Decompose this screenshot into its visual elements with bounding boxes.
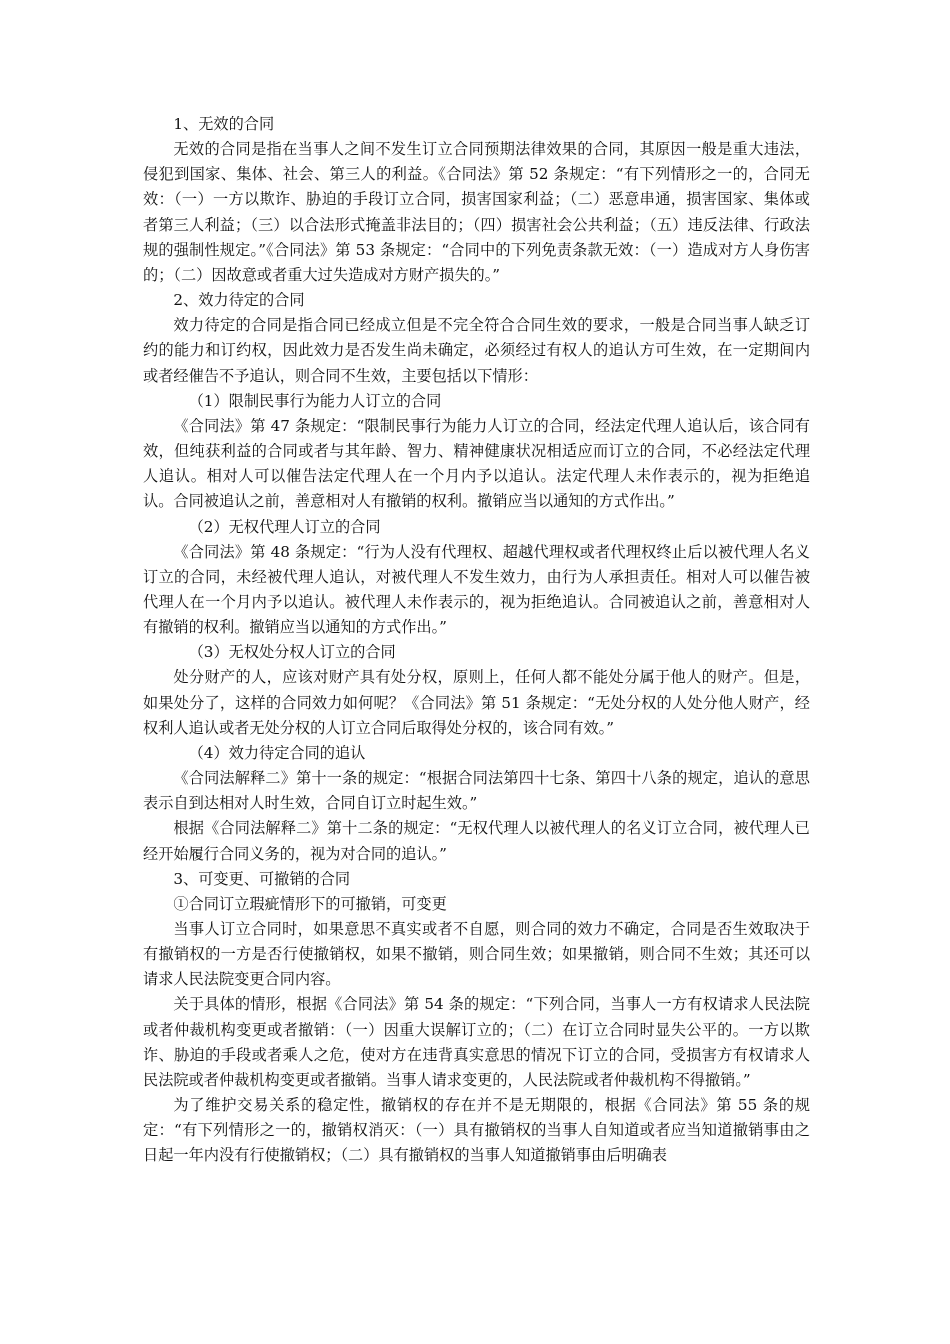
subheading-4: （4）效力待定合同的追认	[188, 743, 366, 762]
section-heading-3: 3、可变更、可撤销的合同	[173, 869, 351, 888]
paragraph-interpretation-11: 《合同法解释二》第十一条的规定：“根据合同法第四十七条、第四十八条的规定，追认的意思表示自到达相对人时生效，合同自订立时起生效。”	[143, 769, 810, 813]
paragraph-revocable-intro: 当事人订立合同时，如果意思不真实或者不自愿，则合同的效力不确定，合同是否生效取决于有撤销权的一方是否行使撤销权，如果不撤销，则合同生效；如果撤销，则合同不生效；其还可以请求人民法院变更合同内容。	[143, 920, 810, 989]
section-heading-1: 1、无效的合同	[173, 115, 275, 133]
paragraph-pending-contract: 效力待定的合同是指合同已经成立但是不完全符合合同生效的要求，一般是合同当事人缺乏订约的能力和订约权，因此效力是否发生尚未确定，必须经过有权人的追认方可生效，在一定期间内或者经催告不予追认，则合同不生效，主要包括以下情形：	[143, 316, 810, 385]
subheading-2: （2）无权代理人订立的合同	[188, 517, 381, 536]
paragraph-article-47: 《合同法》第 47 条规定：“限制民事行为能力人订立的合同，经法定代理人追认后，该合同有效，但纯获利益的合同或者与其年龄、智力、精神健康状况相适应而订立的合同，不必经法定代理人追认。相对人可以催告法定代理人在一个月内予以追认。法定代理人未作表示的，视为拒绝追认。合同被追认之前，善意相对人有撤销的权利。撤销应当以通知的方式作出。”	[143, 416, 810, 511]
subheading-5: ①合同订立瑕疵情形下的可撤销，可变更	[173, 894, 447, 913]
subheading-1: （1）限制民事行为能力人订立的合同	[188, 391, 442, 410]
subheading-3: （3）无权处分权人订立的合同	[188, 643, 396, 662]
document-page	[143, 112, 810, 1169]
paragraph-invalid-contract: 无效的合同是指在当事人之间不发生订立合同预期法律效果的合同，其原因一般是重大违法，侵犯到国家、集体、社会、第三人的利益。《合同法》第 52 条规定：“有下列情形之一的，合同无效：（一）一方以欺诈、胁迫的手段订立合同，损害国家利益；（二）恶意串通，损害国家、集体或者第三人利益；（三）以合法形式掩盖非法目的；（四）损害社会公共利益；（五）违反法律、行政法规的强制性规定。”《合同法》第 53 条规定：“合同中的下列免责条款无效：（一）造成对方人身伤害的；（二）因故意或者重大过失造成对方财产损失的。”	[143, 140, 810, 284]
paragraph-article-48: 《合同法》第 48 条规定：“行为人没有代理权、超越代理权或者代理权终止后以被代理人名义订立的合同，未经被代理人追认，对被代理人不发生效力，由行为人承担责任。相对人可以催告被代理人在一个月内予以追认。被代理人未作表示的，视为拒绝追认。合同被追认之前，善意相对人有撤销的权利。撤销应当以通知的方式作出。”	[143, 542, 810, 637]
section-heading-2: 2、效力待定的合同	[173, 291, 305, 310]
paragraph-interpretation-12: 根据《合同法解释二》第十二条的规定：“无权代理人以被代理人的名义订立合同，被代理人已经开始履行合同义务的，视为对合同的追认。”	[143, 819, 810, 863]
paragraph-article-51: 处分财产的人，应该对财产具有处分权，原则上，任何人都不能处分属于他人的财产。但是，如果处分了，这样的合同效力如何呢？《合同法》第 51 条规定：“无处分权的人处分他人财产，经权利人追认或者无处分权的人订立合同后取得处分权的，该合同有效。”	[143, 668, 810, 737]
paragraph-article-54: 关于具体的情形，根据《合同法》第 54 条的规定：“下列合同，当事人一方有权请求人民法院或者仲裁机构变更或者撤销：（一）因重大误解订立的；（二）在订立合同时显失公平的。一方以欺诈、胁迫的手段或者乘人之危，使对方在违背真实意思的情况下订立的合同，受损害方有权请求人民法院或者仲裁机构变更或者撤销。当事人请求变更的，人民法院或者仲裁机构不得撤销。”	[143, 995, 810, 1089]
paragraph-article-55: 为了维护交易关系的稳定性，撤销权的存在并不是无期限的，根据《合同法》第 55 条的规定：“有下列情形之一的，撤销权消灭：（一）具有撤销权的当事人自知道或者应当知道撤销事由之日起一年内没有行使撤销权；（二）具有撤销权的当事人知道撤销事由后明确表	[143, 1096, 810, 1165]
